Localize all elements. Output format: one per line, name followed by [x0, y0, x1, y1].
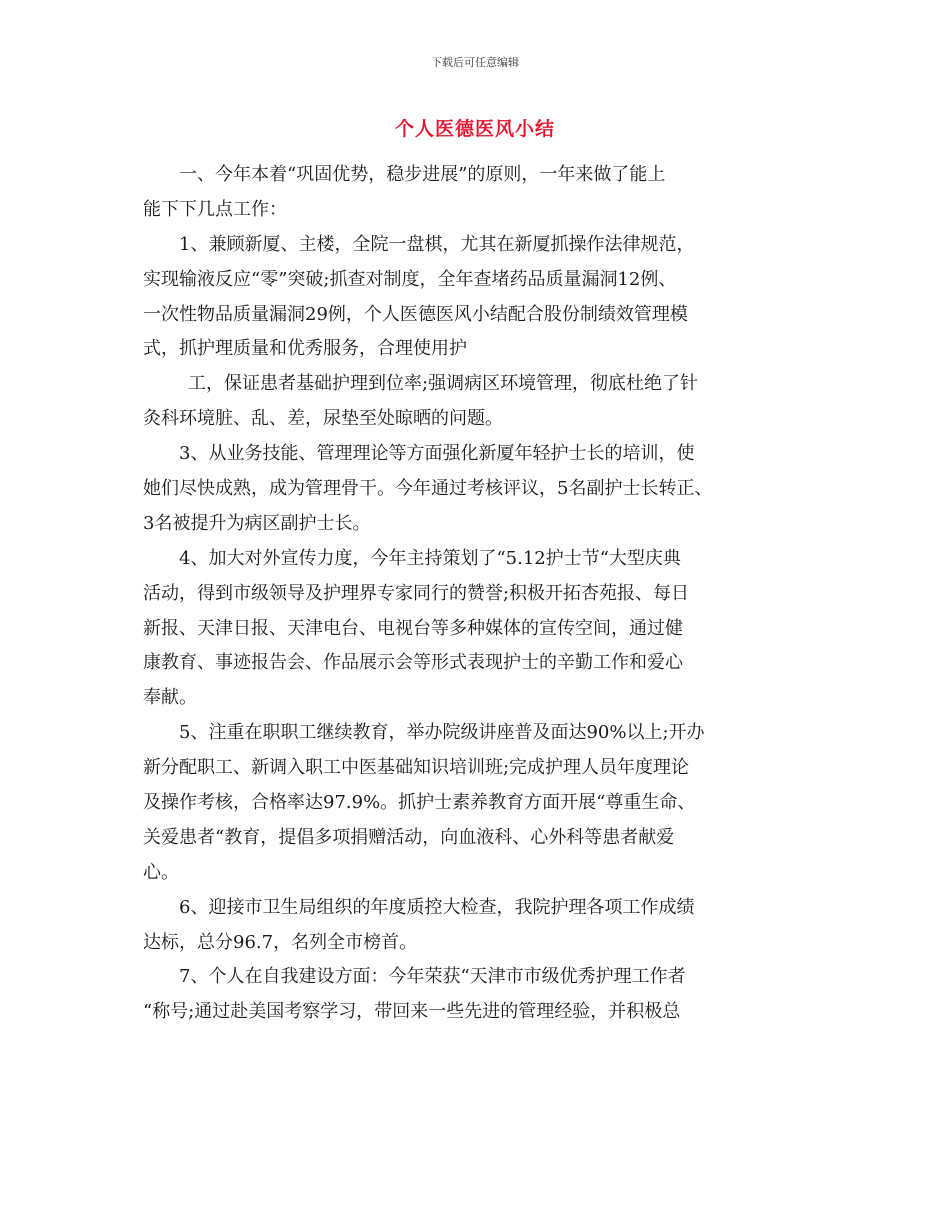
text-line: 达标，总分96.7，名列全市榜首。	[143, 931, 418, 953]
text-line: 及操作考核，合格率达97.9%。抓护士素养教育方面开展“尊重生命、	[143, 792, 696, 814]
text-line: 实现输液反应“零”突破;抓查对制度，全年查堵药品质量漏洞12例、	[143, 268, 677, 290]
text-line: 她们尽快成熟，成为管理骨干。今年通过考核评议，5名副护士长转正、	[143, 478, 713, 500]
text-line: 新报、天津日报、天津电台、电视台等多种媒体的宣传空间，通过健	[143, 617, 683, 639]
text-line: 一、今年本着“巩固优势，稳步进展”的原则，一年来做了能上	[179, 164, 666, 185]
text-line: 5、注重在职职工继续教育，举办院级讲座普及面达90%以上;开办	[179, 722, 705, 744]
text-line: 奉献。	[143, 687, 197, 709]
text-line: “称号;通过赴美国考察学习，带回来一些先进的管理经验，并积极总	[143, 1001, 681, 1023]
text-line: 新分配职工、新调入职工中医基础知识培训班;完成护理人员年度理论	[143, 757, 690, 779]
text-line: 关爱患者“教育，提倡多项捐赠活动，向血液科、心外科等患者献爱	[143, 826, 675, 848]
document-title: 个人医德医风小结	[394, 118, 555, 140]
text-line: 3、从业务技能、管理理论等方面强化新厦年轻护士长的培训，使	[179, 443, 695, 465]
text-line: 能下下几点工作：	[143, 198, 287, 220]
text-line: 活动，得到市级领导及护理界专家同行的赞誉;积极开拓杏苑报、每日	[143, 582, 690, 604]
text-line: 6、迎接市卫生局组织的年度质控大检查，我院护理各项工作成绩	[179, 896, 695, 918]
document-body	[143, 158, 811, 1030]
text-line: 工，保证患者基础护理到位率;强调病区环境管理，彻底杜绝了针	[188, 373, 699, 395]
text-line: 4、加大对外宣传力度，今年主持策划了“5.12护士节“大型庆典	[179, 547, 681, 569]
text-line: 康教育、事迹报告会、作品展示会等形式表现护士的辛勤工作和爱心	[143, 652, 683, 674]
text-line: 心。	[143, 861, 179, 883]
text-line: 3名被提升为病区副护士长。	[143, 512, 371, 534]
text-line: 灸科环境脏、乱、差，尿垫至处晾晒的问题。	[143, 408, 503, 430]
text-line: 一次性物品质量漏洞29例，个人医德医风小结配合股份制绩效管理模	[143, 303, 688, 325]
text-line: 1、兼顾新厦、主楼，全院一盘棋，尤其在新厦抓操作法律规范，	[179, 233, 695, 255]
text-line: 7、个人在自我建设方面：今年荣获“天津市市级优秀护理工作者	[179, 966, 686, 988]
header-note: 下载后可任意编辑	[431, 56, 519, 69]
text-line: 式，抓护理质量和优秀服务，合理使用护	[143, 338, 467, 360]
